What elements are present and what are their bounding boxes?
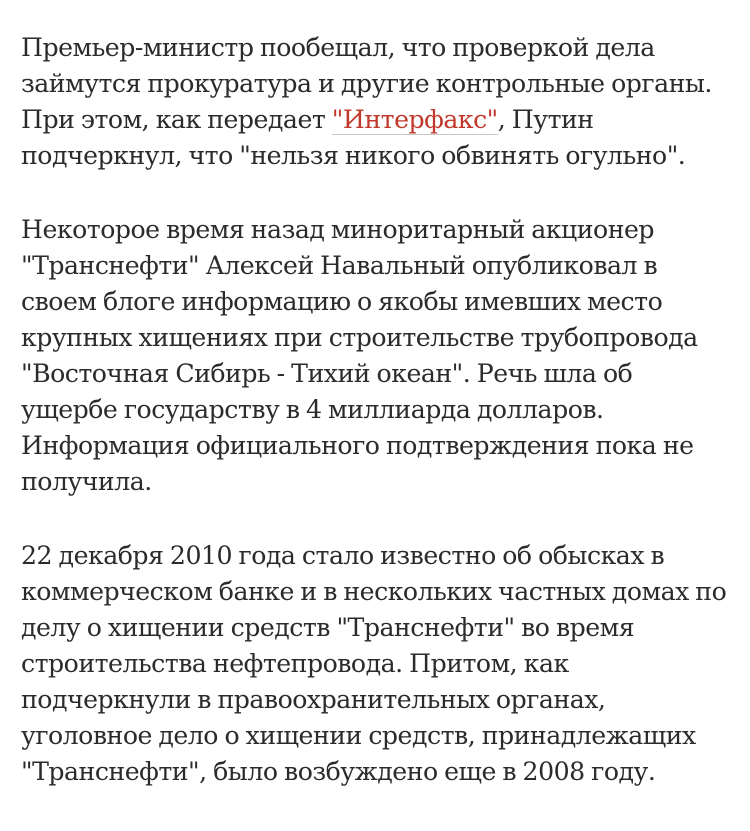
article-body	[21, 30, 733, 790]
paragraph-3: 22 декабря 2010 года стало известно об обысках в коммерческом банке и в нескольких частных домах по делу о хищении средств "Транснефти" во время строительства нефтепровода. Притом, как подчеркнули в правоохранительных органах, уголовное дело о хищении средств, принадлежащих "Транснефти", было возбуждено еще в 2008 году.	[21, 541, 727, 786]
interfax-link[interactable]: "Интерфакс"	[331, 105, 498, 134]
paragraph-1-text-after-link: , Путин подчеркнул, что "нельзя никого обвинять огульно".	[21, 105, 686, 170]
paragraph-1-text-before-link: Премьер-министр пообещал, что проверкой дела займутся прокуратура и другие контрольные органы. При этом, как передает	[21, 33, 712, 134]
paragraph-1	[21, 30, 733, 174]
paragraph-2: Некоторое время назад миноритарный акционер "Транснефти" Алексей Навальный опубликовал в своем блоге информацию о якобы имевших место крупных хищениях при строительстве трубопровода "Восточная Сибирь - Тихий океан". Речь шла об ущербе государству в 4 миллиарда долларов. Информация официального подтверждения пока не получила.	[21, 215, 698, 496]
